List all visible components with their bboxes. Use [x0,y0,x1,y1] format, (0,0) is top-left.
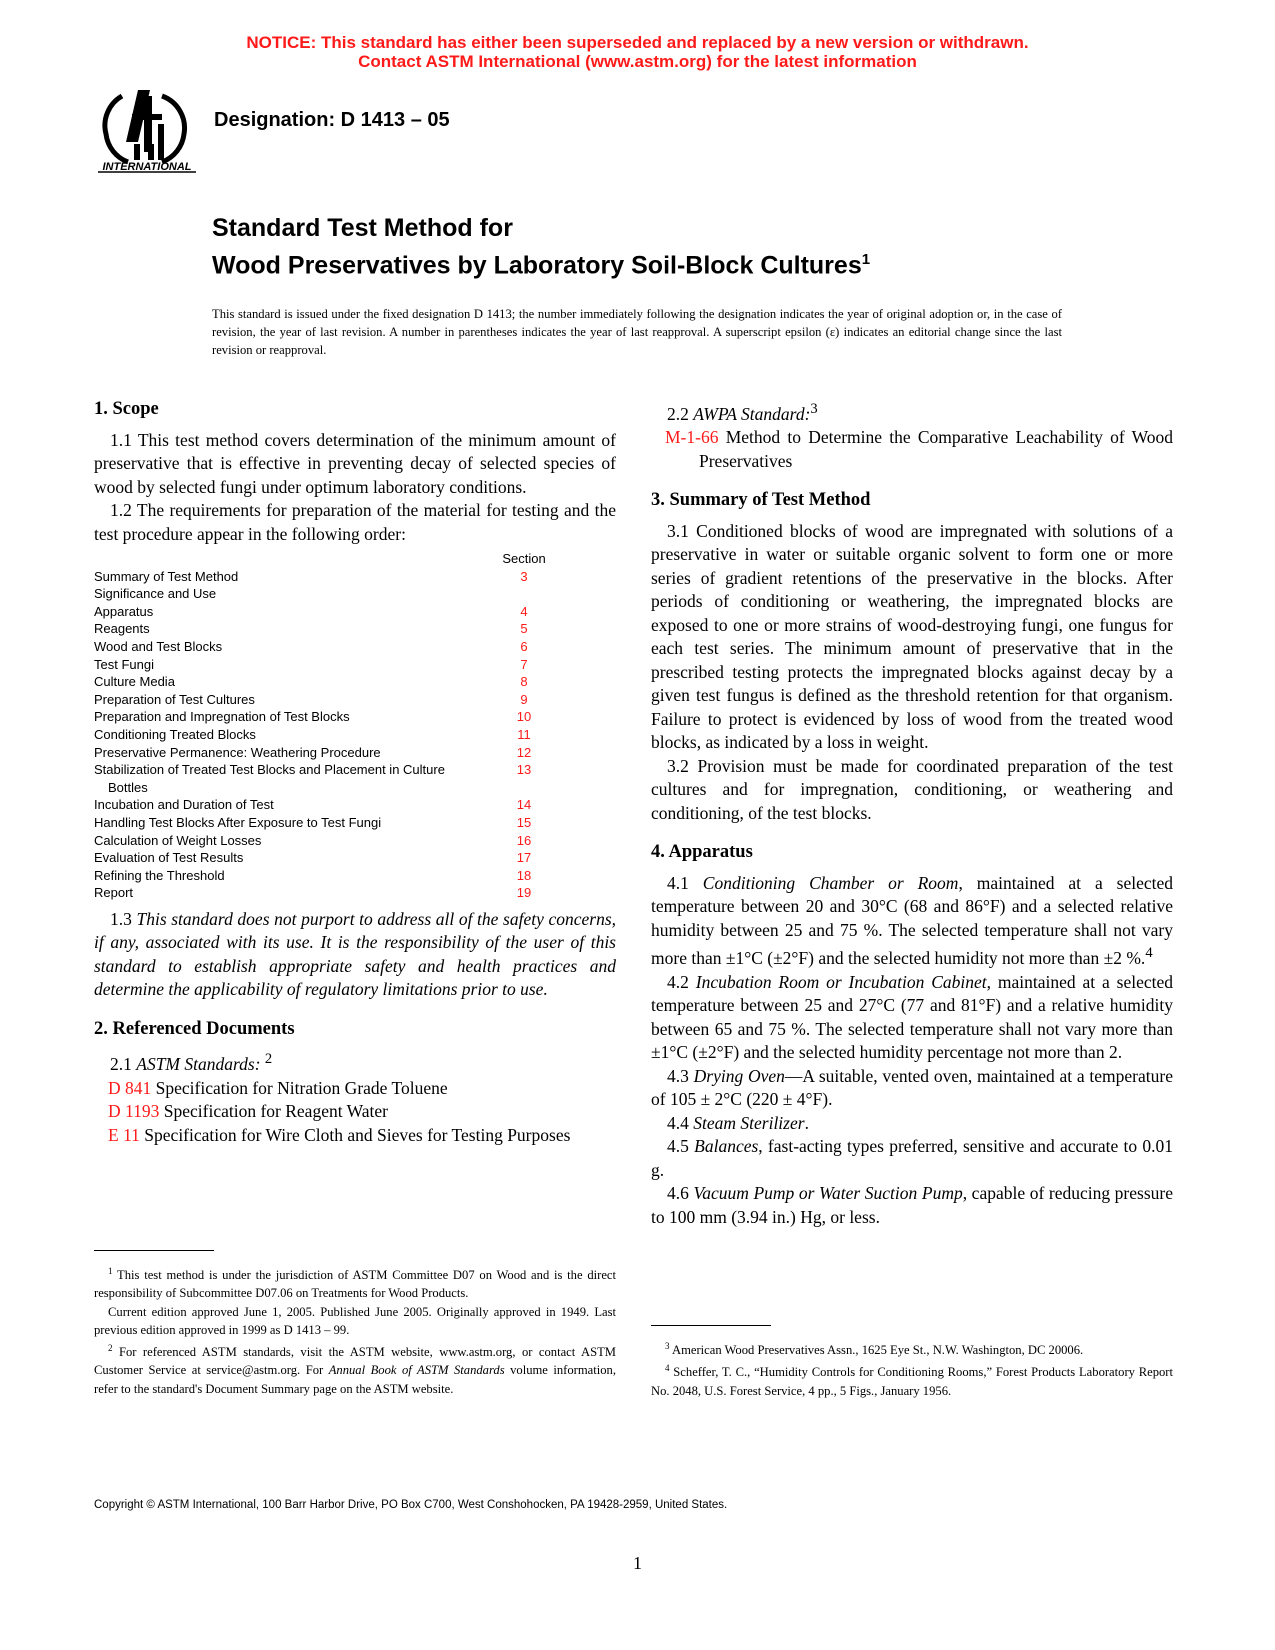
paragraph-4-5: 4.5 Balances, fast-acting types preferred, sensitive and accurate to 0.01 g. [651,1136,1174,1180]
footnote-mark-2[interactable]: 2 [264,1051,273,1068]
section-heading-referenced-documents: 2. Referenced Documents [94,1018,295,1039]
footnotes-right [651,1337,1173,1400]
toc-section-link[interactable]: 11 [517,726,531,742]
toc-section-link[interactable]: 16 [516,832,532,848]
toc-section-link[interactable]: 18 [516,867,532,883]
toc-row: Preparation of Test Cultures 9 [94,691,616,709]
toc-row: Preparation and Impregnation of Test Blocks 10 [94,708,616,726]
footnote-2: $^2$ For referenced ASTM standards, visit the ASTM website, www.astm.org, or contact ASTM Customer Service at service@astm.org. For Annual Book of ASTM Standards volume information, refer to the standard's Document Summary page on the ASTM website. [94,1343,617,1396]
footnote-1: $^1$ This test method is under the jurisdiction of ASTM Committee D07 on Wood and is the direct responsibility of Subcommittee D07.06 on Treatments for Wood Products. [94,1266,616,1301]
toc-row: Significance and Use [94,586,217,602]
title-line-2-text: Wood Preservatives by Laboratory Soil-Block Cultures [212,251,862,280]
astm-logo-icon [92,84,202,184]
paragraph-1-1: 1.1 This test method covers determination of the minimum amount of preservative that is effective in preventing decay of selected species of wood by selected fungi under optimum laboratory conditions. [94,429,616,497]
footnote-divider-right [651,1325,771,1326]
toc-row: Handling Test Blocks After Exposure to Test Fungi 15 [94,814,616,832]
toc-section-link[interactable]: 3 [520,568,528,584]
toc-row: Calculation of Weight Losses 16 [94,832,616,850]
toc-row: Summary of Test Method 3 [94,568,616,586]
footnote-3: $^3$ American Wood Preservatives Assn., 1625 Eye St., N.W. Washington, DC 20006. [665,1341,1084,1358]
toc-row: Stabilization of Treated Test Blocks and Placement in Culture 13 [94,761,616,779]
toc-row: Bottles [108,779,148,795]
toc-row: Preservative Permanence: Weathering Procedure 12 [94,744,616,762]
copyright: Copyright © ASTM International, 100 Barr Harbor Drive, PO Box C700, West Conshohocken, PA 19428-2959, United States. [94,1499,728,1511]
toc-section-link[interactable]: 4 [520,603,528,619]
issuance-note: This standard is issued under the fixed designation D 1413; the number immediately following the designation indicates the year of original adoption or, in the case of revision, the year of last revision. A number in parentheses indicates the year of last reapproval. A superscript epsilon (ε) indicates an editorial change since the last revision or reapproval. [212,307,1062,357]
toc-section-link[interactable]: 8 [520,674,528,690]
section-heading-scope: 1. Scope [94,399,159,419]
paragraph-1-3: 1.3 This standard does not purport to address all of the safety concerns, if any, associated with its use. It is the responsibility of the user of this standard to establish appropriate safety and health practices and determine the applicability of regulatory limitations prior to use. [94,908,617,1000]
withdrawal-notice [0,33,1275,71]
reference-link-m166[interactable]: M-1-66 [665,427,719,448]
right-column [651,398,1173,1229]
toc-row: Wood and Test Blocks 6 [94,638,616,656]
toc-row: Culture Media 8 [94,673,616,691]
paragraph-2-1: 2.1 ASTM Standards: $^2$ [110,1051,273,1075]
toc-section-link[interactable]: 7 [520,656,528,672]
toc-section-link[interactable]: 10 [516,709,532,725]
notice-line-1: NOTICE: This standard has either been superseded and replaced by a new version or withdrawn. [246,33,1029,52]
footnote-divider-left [94,1250,214,1251]
paragraph-4-6: 4.6 Vacuum Pump or Water Suction Pump, capable of reducing pressure to 100 mm (3.94 in.) Hg, or less. [651,1183,1173,1227]
section-heading-summary: 3. Summary of Test Method [651,490,871,511]
toc-row: Evaluation of Test Results 17 [94,849,616,867]
notice-line-2: Contact ASTM International (www.astm.org) for the latest information [358,52,917,71]
paragraph-4-3: 4.3 Drying Oven—A suitable, vented oven, maintained at a temperature of 105 ± 2°C (220 ± 4°F). [651,1065,1173,1110]
toc-row: Conditioning Treated Blocks 11 [94,726,616,744]
reference-item: D 841 Specification for Nitration Grade Toluene [108,1077,448,1098]
footnotes-left [94,1262,616,1398]
toc-section-link[interactable]: 14 [516,797,532,813]
toc-row: Test Fungi 7 [94,656,616,674]
footnote-4: $^4$ Scheffer, T. C., “Humidity Controls for Conditioning Rooms,” Forest Products Laboratory Report No. 2048, U.S. Forest Service, 4 pp., 5 Figs., January 1956. [651,1363,1173,1398]
reference-link-d841[interactable]: D 841 [108,1077,152,1098]
footnote-mark-4[interactable]: 4 [1145,945,1153,962]
astm-logo [92,84,202,184]
toc-section-link[interactable]: 9 [520,691,528,707]
toc-row: Apparatus 4 [94,603,616,621]
reference-item: E 11 Specification for Wire Cloth and Sieves for Testing Purposes [108,1124,571,1145]
toc-section-link[interactable]: 19 [516,885,532,901]
toc-row: Refining the Threshold 18 [94,867,616,885]
toc-section-link[interactable]: 6 [520,638,528,654]
paragraph-3-1: 3.1 Conditioned blocks of wood are impregnated with solutions of a preservative in water or suitable organic solvent to form one or more series of gradient retentions of the preservative in the blocks. After periods of conditioning or weathering, the impregnated blocks are exposed to one or more strains of wood-destroying fungi, one fungus for each test series. The minimum amount of preservative that in the prescribed testing protects the impregnated blocks against decay by a given test fungus is defined as the threshold retention for that organism. Failure to protect is evidenced by loss of wood from the treated wood blocks, as indicated by a loss in weight. [651,520,1173,753]
reference-item: M-1-66 Method to Determine the Comparative Leachability of Wood Preservatives [665,427,1174,471]
reference-item: D 1193 Specification for Reagent Water [108,1101,388,1122]
toc-section-link[interactable]: 15 [516,814,532,830]
section-heading-apparatus: 4. Apparatus [651,842,753,863]
toc-section-link[interactable]: 12 [516,744,532,760]
document-title [212,212,870,281]
paragraph-4-2: 4.2 Incubation Room or Incubation Cabinet, maintained at a selected temperature between 25 and 27°C (77 and 81°F) and a relative humidity between 65 and 75 %. The selected temperature shall not vary more than ±1°C (±2°F) and the selected humidity percentage not more than 2. [651,971,1173,1063]
title-footnote-mark[interactable]: 1 [861,251,871,268]
title-line-2 [212,244,870,281]
paragraph-4-4: 4.4 Steam Sterilizer. [667,1112,809,1133]
toc-section-link[interactable]: 17 [516,850,532,866]
toc-header: Section [502,551,546,566]
toc-section-link[interactable]: 13 [516,762,532,778]
toc-row: Reagents 5 [94,620,616,638]
reference-link-e11[interactable]: E 11 [108,1124,140,1145]
designation: Designation: D 1413 – 05 [214,109,450,131]
section-table [94,550,616,902]
paragraph-1-2: 1.2 The requirements for preparation of the material for testing and the test procedure appear in the following order: [94,500,616,544]
paragraph-2-2: 2.2 AWPA Standard:$^3$ [667,401,818,424]
footnote-mark-3[interactable]: 3 [810,401,818,417]
footnote-1-edition: Current edition approved June 1, 2005. Published June 2005. Originally approved in 1949. Last previous edition approved in 1999 as D 1413 – 99. [94,1304,616,1337]
toc-row: Incubation and Duration of Test 14 [94,796,616,814]
logo-text: INTERNATIONAL [102,161,192,173]
left-column [94,398,616,1147]
title-line-1: Standard Test Method for [212,214,513,242]
page-number: 1 [633,1553,642,1573]
toc-section-link[interactable]: 5 [520,621,528,637]
paragraph-4-1: 4.1 Conditioning Chamber or Room, maintained at a selected temperature between 20 and 30°C (68 and 86°F) and a selected relative humidity between 25 and 75 %. The selected temperature shall not vary more than ±1°C (±2°F) and the selected humidity not more than ±2 %.$^4$ [651,872,1173,969]
paragraph-3-2: 3.2 Provision must be made for coordinated preparation of the test cultures and for impregnation, conditioning, or weathering and conditioning, of the test blocks. [651,755,1173,823]
toc-row: Report 19 [94,884,616,902]
reference-link-d1193[interactable]: D 1193 [108,1101,160,1122]
